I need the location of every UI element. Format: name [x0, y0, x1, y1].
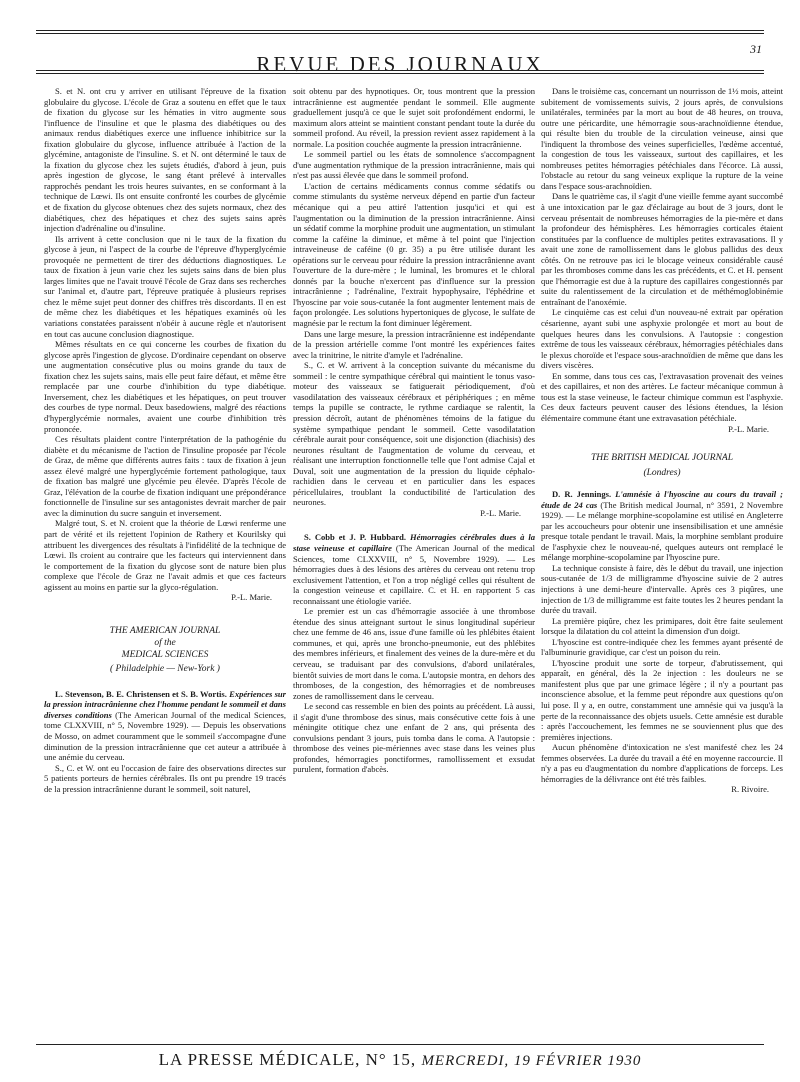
column-middle — [293, 86, 535, 1046]
paragraph: Aucun phénomène d'intoxication ne s'est manifesté chez les 24 femmes observées. La durée du travail a été en moyenne raccourcie. Il n'y a pas eu d'augmentation du nombre d'applications de forceps. Les hémorragies de la délivrance ont été très faibles. — [541, 742, 783, 784]
paragraph: Dans le troisième cas, concernant un nourrisson de 1½ mois, atteint subitement de vomissements suivis, 2 jours après, de convulsions unilatérales, terminées par la mort au bout de 48 heures, on trouva, outre une péricardite, une hémorragie sous-arachnoïdienne étendue, qui résulte bien du trouble de la circulation veineuse, ainsi que l'indiquent la thrombose des veines superficielles, l'œdème accentué, la congestion de tous les vaisseaux, surtout des capillaires, et les nombreuses petites hémorragies pétéchiales dans l'écorce. Là aussi, l'obstacle au retour du sang veineux explique la rupture de la veine dans l'espace sous-arachnoïdien. — [541, 86, 783, 191]
footer-journal: LA PRESSE MÉDICALE, N° 15, — [158, 1050, 417, 1069]
paragraph: La première piqûre, chez les primipares, doit être faite seulement lorsque la dilatation du col atteint la dimension d'un doigt. — [541, 615, 783, 637]
signature: P.-L. Marie. — [231, 592, 272, 603]
signature: P.-L. Marie. — [480, 507, 521, 518]
paragraph: S. et N. ont cru y arriver en utilisant l'épreuve de la fixation globulaire du glycose. L'école de Graz a soutenu en effet que le taux de fixation du glycose sur les hématies in vitro augmente sous l'influence de l'insuline et que le plasma des diabétiques ou des animaux rendus diabétiques exerce une influence inhibitrice sur la fixation globulaire du glycose, influence attribuée à l'action de la glycémine, antagoniste de l'insuline. S. et N. ont déterminé le taux de la fixation du glycose chez les sujets étudiés, d'abord à jeun, puis après ingestion de glycose, le sang étant prélevé à intervalles rapprochés pendant les trois heures suivantes, en se conformant à la technique de Lœwi. Ils ont ensuite confronté les courbes de glycémie et de fixation du glycose obtenues chez des sujets normaux, chez des diabétiques, chez des hépatiques et chez des sujets sains après injection d'adrénaline ou d'insuline. — [44, 86, 286, 234]
article-title: Hémorragies cérébrales dues à la stase veineuse et capillaire — [293, 532, 535, 553]
article-reference: (The American Journal of the medical Sciences, tome CLXXVIII, n° 5, Novembre 1929). — Les hémorragies dues à des lésions des artères du cerveau ont retenu trop exclusivement l'attention, et l'on a trop négligé celles qui résultent de la congestion veineuse et capillaire. C. et H. en rapportent 5 cas reconnaissant une étiologie variée. — [293, 542, 535, 606]
paragraph: Le second cas ressemble en bien des points au précédent. Là aussi, il s'agit d'une thrombose des sinus, mais consécutive cette fois à une méningite otitique chez une enfant de 2 ans, qui présenta des convulsions pendant 3 jours, puis tomba dans le coma. A l'autopsie : thrombose des veines pie-mériennes avec stase dans les veines plus profondes, hémorragies ponctiformes, ramollissement et exsudat purulent, formation d'abcès. — [293, 701, 535, 775]
article-authors: L. Stevenson, B. E. Christensen et S. B. Wortis. — [55, 688, 227, 699]
article-reference: (The American Journal of the medical Sciences, tome CLXXVIII, n° 5, Novembre 1929). — Depuis les observations de Mosso, on admet couramment que le sommeil s'accompagne d'une diminution de la pression intracrânienne que cet auteur a attribuée à une anémie du cerveau. — [44, 709, 286, 763]
paragraph: Dans le quatrième cas, il s'agit d'une vieille femme ayant succombé à une intoxication par le gaz d'éclairage au bout de 3 jours, dont le cerveau présentait de nombreuses hémorragies de la pie-mère et dans la profondeur des hémisphères. Les hémorragies corticales étaient constituées par la confluence de multiples petites extravasations. Il y avait une zone de ramollissement dans le globus pallidus des deux côtés. On ne retrouve pas ici le blocage veineux considérable causé par les thromboses comme dans les cas précédents, et C. et H. pensent que l'hémorragie est due à la rupture des capillaires congestionnés par suite du ralentissement de la circulation et de méthémoglobinémie entraînant de l'anoxémie. — [541, 191, 783, 307]
paragraph: Le sommeil partiel ou les états de somnolence s'accompagnent d'une augmentation rythmique de la pression intracrânienne, mais qui n'est pas aussi élevée que dans le sommeil profond. — [293, 149, 535, 181]
header-rule-bottom — [36, 70, 764, 71]
article-authors: S. Cobb et J. P. Hubbard. — [304, 532, 407, 543]
paragraph: L'action de certains médicaments connus comme sédatifs ou comme stimulants du système nerveux dépend en partie d'un facteur mécanique qui a peu attiré l'attention jusqu'ici et qui est l'augmentation ou la diminution de la pression intracrânienne. Ainsi un sédatif comme la morphine produit une augmentation, un stimulant comme la caféine la diminue, et même à tel point que l'injection intraveineuse de caféine (0 gr. 35) a pu être utilisée durant les opérations sur le cerveau pour réduire la pression intracrânienne avant l'ouverture de la dure-mère ; le luminal, les bromures et le chloral donnés par la bouche n'exercent pas d'influence sur la pression intracrânienne ; l'adrénaline, l'extrait hypophysaire, l'éphédrine et l'hyoscine par voie sous-cutanée la font augmenter lentement mais de façon prolongée. Les solutions hypertoniques de glycose, le sulfate de magnésie par le rectum la font diminuer légèrement. — [293, 180, 535, 329]
paragraph: L'hyoscine est contre-indiquée chez les femmes ayant présenté de l'albuminurie gravidique, car c'est un poison du rein. — [541, 636, 783, 658]
journal-place: ( Philadelphie — New-York ) — [110, 663, 220, 674]
journal-place: (Londres) — [643, 468, 681, 479]
signature: R. Rivoire. — [731, 784, 769, 795]
paragraph: L'hyoscine produit une sorte de torpeur, d'abrutissement, qui apparaît, en général, dès la 2e injection : les douleurs ne se manifestent plus que par une grimace légère ; il n'y a pourtant pas inconscience absolue, et la femme peut répondre aux questions qu'on lui pose. Il y a, en outre, constamment une amnésie qui va jusqu'à la perte de la reconnaissance des objets usuels. Cette amnésie est durable : après l'accouchement, les femmes ne se souviennent plus que des premières injections. — [541, 657, 783, 742]
paragraph: Ils arrivent à cette conclusion que ni le taux de la fixation du glycose à jeun, ni l'aspect de la courbe de l'épreuve d'hyperglycémie provoquée ne permettent de tirer des déductions diagnostiques. Le taux de fixation à jeun varie chez les sujets sains dans de bien plus larges limites que ne l'avait trouvé l'école de Graz dans ses recherches sur l'animal et, d'autre part, l'épreuve pratiquée à plusieurs reprises chez le même sujet peut donner des chiffres très discordants. Il en est de même chez les diabétiques et les hépatiques examinés où les variations constatées paraissent n'obéir à aucune règle et n'autorisent en tout cas aucune conclusion diagnostique. — [44, 233, 286, 339]
paragraph: En somme, dans tous ces cas, l'extravasation provenait des veines et des capillaires, et non des artères. Le facteur mécanique commun à tous est la stase veineuse, le facteur chimique commun est l'asphyxie. Ces deux facteurs peuvent causer des lésions étendues, la lésion élémentaire commune étant une extravasation pétéchiale. — [541, 370, 783, 423]
column-left — [44, 86, 286, 1046]
footer-date: MERCREDI, 19 FÉVRIER 1930 — [421, 1053, 642, 1069]
column-right — [541, 86, 783, 1046]
article-reference: (The British medical Journal, n° 3591, 2 Novembre 1929). — Le mélange morphine-scopolamine est utilisé en Angleterre par les accoucheurs pour obtenir une insensibilisation et une amnésie presque totale pendant le travail. Mais, la morphine semblant produire de l'asphyxie chez le nouveau-né, quelques auteurs ont remplacé le mélange morphine-scopolamine par l'hyoscine pure. — [541, 499, 783, 563]
article-title: Expériences sur la pression intracrânienne chez l'homme pendant le sommeil et dans diverses conditions — [44, 688, 286, 720]
signature: P.-L. Marie. — [728, 423, 769, 434]
section-title: REVUE DES JOURNAUX — [256, 52, 544, 77]
page-footer — [0, 1050, 800, 1070]
paragraph: Le premier est un cas d'hémorragie associée à une thrombose étendue des sinus atteignant surtout le sinus longitudinal supérieur chez une femme de 46 ans, issue d'une famille où les phlébites étaient communes, et qui, après une broncho-pneumonie, eut des phlébites des membres inférieurs, et finalement des veines de la dure-mère et du cerveau, se traduisant par des convulsions, d'abord unilatérales, bientôt suivies de mort dans le coma. L'autopsie montra, en dehors des thromboses, de la congestion, des hémorragies et de nombreuses zones de ramollissement dans le cerveau. — [293, 606, 535, 701]
journal-subtitle: MEDICAL SCIENCES — [121, 649, 209, 660]
article-header — [293, 532, 535, 606]
article-header — [541, 489, 783, 563]
header-rule-top-2 — [36, 33, 764, 34]
paragraph: soit obtenu par des hypnotiques. Or, tous montrent que la pression intracrânienne est augmentée pendant le sommeil. Elle augmente graduellement jusqu'à ce que le sujet soit profondément endormi, le maximum alors atteint se maintient constant pendant toute la durée du sommeil profond. Au réveil, la pression revient assez rapidement à la normale. La position couchée augmente la pression intracrânienne. — [293, 86, 535, 149]
paragraph: Malgré tout, S. et N. croient que la théorie de Lœwi renferme une part de vérité et ils rejettent l'opinion de Rathery et Kourilsky qui attribuent les divergences des résultats à l'infidélité de la technique de Lœwi. Ils croient au contraire que les facteurs qui interviennent dans le comportement de la fixation du glycose sont de nature bien plus complexe que l'école de Graz ne l'avait admis et que ces facteurs agissent au moins en partie sur la glyco-régulation. — [44, 518, 286, 592]
footer-rule — [36, 1044, 764, 1045]
header-rule-top — [36, 30, 764, 31]
article-header — [44, 689, 286, 763]
paragraph: Le cinquième cas est celui d'un nouveau-né extrait par opération césarienne, ayant subi une asphyxie prolongée et mort au bout de quelques heures dans les convulsions. A l'autopsie : congestion extrême de tous les vaisseaux cérébraux, hémorragies pétéchiales dans le plexus choroïde et l'espace sous-arachnoïdien de même que dans les divers viscères. — [541, 307, 783, 371]
journal-title: THE BRITISH MEDICAL JOURNAL — [590, 453, 734, 464]
header-rule-bottom-2 — [36, 73, 764, 74]
paragraph: S., C. et W. ont eu l'occasion de faire des observations directes sur 5 patients porteurs de hernies cérébrales. Ils ont pu prendre 19 tracés de la pression intracrânienne durant le sommeil, soit naturel, — [44, 762, 286, 794]
paragraph: Mêmes résultats en ce qui concerne les courbes de fixation du glycose après l'ingestion de glycose. D'ordinaire cependant on observe une augmentation consécutive plus ou moins grande du taux de fixation chez les sujets sains, mais elle peut faire défaut, et même être remplacée par une courbe d'inhibition du type diabétique. Inversement, chez les diabétiques et les hépatiques, on peut trouver des courbes de type normal. Deux basedowiens, malgré des réactions d'hyperglycémie normales, avaient une courbe d'inhibition très prononcée. — [44, 339, 286, 434]
paragraph: S., C. et W. arrivent à la conception suivante du mécanisme du sommeil : le centre sympathique cérébral qui maintient le tonus vaso-moteur des vaisseaux se fatiguerait périodiquement, d'où vasodilatation des vaisseaux cérébraux et périphériques ; en même temps la pupille se contracte, le rythme cardiaque se ralentit, la pression décroît, autant de phénomènes témoins de la fatigue du système sympathique pendant le sommeil. Cette vasodilatation cérébrale aurait pour conséquence, soit une disjonction (diachisis) des neurones résultant de l'augmentation de volume du cerveau, et réalisant une interruption fonctionnelle telle que l'ont admise Cajal et Duval, soit une augmentation de la pression du liquide céphalo-rachidien dans le cerveau et en particulier dans les espaces péricellulaires, troublant la conductibilité de l'articulation des neurones. — [293, 360, 535, 508]
journal-title-of: of the — [154, 637, 176, 648]
paragraph: La technique consiste à faire, dès le début du travail, une injection sous-cutanée de 1/3 de milligramme d'hyoscine suivie de 2 autres injections à une demi-heure d'intervalle. Après ces 3 piqûres, une injection de 1/3 de milligramme est faite toutes les 2 heures pendant la durée du travail. — [541, 562, 783, 616]
paragraph: Dans une large mesure, la pression intracrânienne est indépendante de la pression artérielle comme l'ont montré les expériences faites avec la trinitrine, le nitrite d'amyle et l'adrénaline. — [293, 328, 535, 360]
paragraph: Ces résultats plaident contre l'interprétation de la pathogénie du diabète et du mécanisme de l'action de l'insuline proposée par l'école de Graz, de même que différents autres faits : taux de fixation à jeun assez élevé malgré une hyperglycémie fortement pathologique, taux de fixation bas malgré une glycémie peu élevée. D'après l'école de Graz, l'élévation de la courbe de fixation indiquant une prépondérance fonctionnelle de l'insuline sur ses antagonistes devrait marcher de pair avec la diminution du sucre sanguin et inversement. — [44, 434, 286, 518]
article-title: L'amnésie à l'hyoscine au cours du travail ; étude de 24 cas — [541, 489, 783, 510]
journal-heading — [44, 625, 286, 675]
page-number: 31 — [750, 42, 762, 56]
journal-heading — [541, 452, 783, 479]
article-authors: D. R. Jennings. — [552, 489, 612, 500]
journal-title: THE AMERICAN JOURNAL — [109, 625, 221, 636]
